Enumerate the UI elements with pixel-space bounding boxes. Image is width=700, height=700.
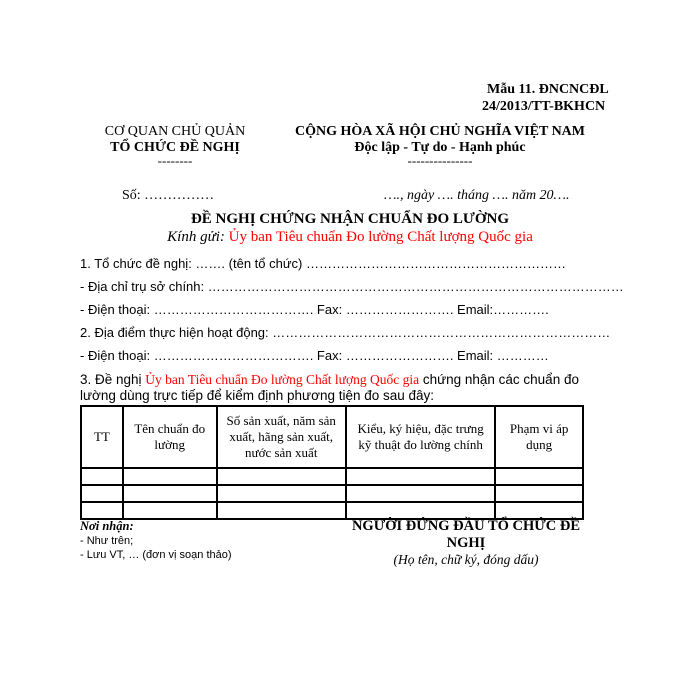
table-cell xyxy=(123,502,217,519)
agency-name: CƠ QUAN CHỦ QUẢN xyxy=(104,124,246,139)
table-row xyxy=(81,485,583,502)
form-code-line1: Mẫu 11. ĐNCNCĐL xyxy=(487,82,609,97)
form-code-line2: 24/2013/TT-BKHCN xyxy=(482,99,606,114)
table-cell xyxy=(81,468,123,485)
table-row xyxy=(81,468,583,485)
document-number: Số: …………… xyxy=(122,188,215,203)
national-title: CỘNG HÒA XÃ HỘI CHỦ NGHĨA VIỆT NAM xyxy=(294,124,585,139)
field-org-name: 1. Tổ chức đề nghị: ……. (tên tổ chức) …………………………………………………… xyxy=(80,256,566,271)
table-row xyxy=(81,502,583,519)
signer-title-line-1: NGƯỜI ĐỨNG ĐẦU TỔ CHỨC ĐỀ xyxy=(351,518,581,534)
table-cell xyxy=(346,502,495,519)
field-head-office: - Địa chỉ trụ sở chính: …………………………………………………………………………………… xyxy=(80,279,624,294)
table-cell xyxy=(217,502,346,519)
table-cell xyxy=(346,468,495,485)
request-line-2: lường dùng trực tiếp để kiểm định phương tiện đo sau đây: xyxy=(80,388,435,403)
field-activity-location: 2. Địa điểm thực hiện hoạt động: …………………………………………………………………… xyxy=(80,325,611,340)
table-cell xyxy=(346,485,495,502)
standards-table xyxy=(80,405,584,520)
col-header-serial-info: Số sản xuất, năm sản xuất, hãng sản xuất, nước sản xuất xyxy=(217,406,346,468)
field-phone-2: - Điện thoại: ………………………………. Fax: ……………………. Email: ………… xyxy=(80,348,549,363)
document-date: …., ngày …. tháng …. năm 20…. xyxy=(384,188,570,203)
table-cell xyxy=(81,502,123,519)
recipient-line xyxy=(80,229,620,246)
table-cell xyxy=(123,468,217,485)
table-cell xyxy=(81,485,123,502)
col-header-tt: TT xyxy=(81,406,123,468)
col-header-model-specs: Kiểu, ký hiệu, đặc trưng kỹ thuật đo lường chính xyxy=(346,406,495,468)
col-header-scope: Phạm vi áp dụng xyxy=(495,406,583,468)
requesting-org-label: TỔ CHỨC ĐỀ NGHỊ xyxy=(110,140,240,155)
document-title: ĐỀ NGHỊ CHỨNG NHẬN CHUẨN ĐO LƯỜNG xyxy=(190,211,510,227)
request-org: Ủy ban Tiêu chuẩn Đo lường Chất lượng Quốc gia xyxy=(145,372,420,387)
col-header-standard-name: Tên chuẩn đo lường xyxy=(123,406,217,468)
table-cell xyxy=(495,485,583,502)
table-cell xyxy=(217,485,346,502)
left-header-divider: -------- xyxy=(157,153,193,168)
recipient-org: Ủy ban Tiêu chuẩn Đo lường Chất lượng Quốc gia xyxy=(228,229,533,245)
table-cell xyxy=(123,485,217,502)
recipient-prefix: Kính gửi: xyxy=(167,229,229,245)
request-line-1 xyxy=(80,372,579,388)
signature-note: (Họ tên, chữ ký, đóng dấu) xyxy=(393,552,539,567)
field-phone-1: - Điện thoại: ………………………………. Fax: ……………………. Email:…………. xyxy=(80,302,549,317)
right-header-divider: --------------- xyxy=(407,153,473,168)
table-header-row xyxy=(81,406,583,468)
table-cell xyxy=(217,468,346,485)
request-suffix: chứng nhận các chuẩn đo xyxy=(419,372,579,387)
table-cell xyxy=(495,468,583,485)
signer-title-line-2: NGHỊ xyxy=(446,535,486,551)
recipient-item-2: - Lưu VT, … (đơn vị soạn thảo) xyxy=(80,549,232,561)
national-motto: Độc lập - Tự do - Hạnh phúc xyxy=(354,140,526,155)
table-cell xyxy=(495,502,583,519)
recipient-item-1: - Như trên; xyxy=(80,535,134,547)
recipients-heading: Nơi nhận: xyxy=(80,519,134,533)
request-prefix: 3. Đề nghị xyxy=(80,372,146,387)
